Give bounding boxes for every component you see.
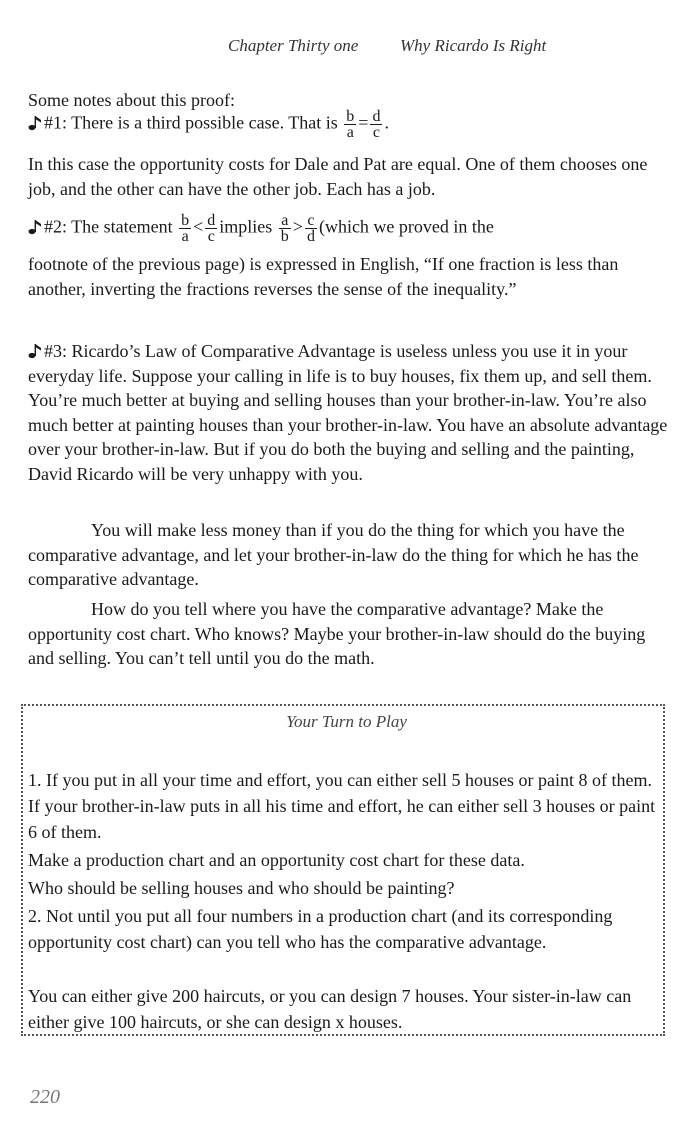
page-number: 220	[30, 1086, 60, 1108]
chapter-label: Chapter Thirty one	[228, 36, 359, 55]
running-header	[0, 36, 693, 62]
fraction-b-over-a: $\frac{b}{a}$	[346, 108, 355, 141]
note-1-text: In this case the opportunity costs for Dale and Pat are equal. One of them chooses one job, and the other can have the other job. Each has a job.	[28, 154, 648, 199]
note-3	[28, 339, 668, 487]
paragraph-less-money: You will make less money than if you do the thing for which you have the comparative advantage, and let your brother-in-law do the thing for which he has the comparative advantage.	[28, 520, 639, 590]
intro-line: Some notes about this proof:	[28, 90, 235, 110]
note-1-label: #1: There is a third possible case. That is	[44, 112, 338, 133]
music-note-icon	[28, 115, 42, 131]
question-1a: Make a production chart and an opportunity cost chart for these data.	[28, 850, 525, 870]
question-1: 1. If you put in all your time and effort, you can either sell 5 houses or paint 8 of them. If your brother-in-law puts in all his time and effort, he can either sell 3 houses or paint 6 of them.	[28, 770, 656, 842]
note-1	[28, 109, 668, 140]
question-2a: You can either give 200 haircuts, or you can design 7 houses. Your sister-in-law can either give 100 haircuts, or she can design x houses.	[28, 986, 632, 1032]
fraction-a-over-b: $\frac{a}{b}$	[280, 212, 289, 245]
fraction-b-over-a: $\frac{b}{a}$	[181, 212, 190, 245]
less-than-sign: <	[193, 216, 204, 237]
question-2: 2. Not until you put all four numbers in a production chart (and its corresponding opportunity cost chart) can you tell who has the comparative advantage.	[28, 906, 613, 952]
fraction-d-over-c: $\frac{d}{c}$	[207, 212, 216, 245]
note-2	[28, 213, 668, 244]
chapter-title: Why Ricardo Is Right	[400, 36, 547, 55]
note-2-text: footnote of the previous page) is expressed in English, “If one fraction is less than another, inverting the fractions reverses the sense of the inequality.”	[28, 254, 619, 299]
equals-sign: =	[358, 112, 369, 133]
implies-word: implies	[219, 216, 273, 237]
music-note-icon	[28, 219, 42, 235]
note-2-rest: (which we proved in the	[318, 216, 494, 237]
note-3-text: #3: Ricardo’s Law of Comparative Advantage is useless unless you use it in your everyday life. Suppose your calling in life is to buy houses, fix them up, and sell them. You’re much better at buying and selling houses than your brother-in-law. You’re also much better at painting houses than your brother-in-law. You have an absolute advantage over your brother-in-law. But if you do both the buying and selling and the painting, David Ricardo will be very unhappy with you.	[28, 341, 668, 484]
music-note-icon	[28, 343, 42, 359]
greater-than-sign: >	[292, 216, 303, 237]
fraction-d-over-c: $\frac{d}{c}$	[372, 108, 381, 141]
period: .	[384, 112, 389, 133]
note-2-label: #2: The statement	[44, 216, 173, 237]
fraction-c-over-d: $\frac{c}{d}$	[306, 212, 315, 245]
box-title: Your Turn to Play	[286, 712, 407, 731]
question-1b: Who should be selling houses and who should be painting?	[28, 878, 455, 898]
paragraph-how-to-tell: How do you tell where you have the comparative advantage? Make the opportunity cost chart. Who knows? Maybe your brother-in-law should do the buying and selling. You can’t tell until you do the math.	[28, 599, 646, 669]
